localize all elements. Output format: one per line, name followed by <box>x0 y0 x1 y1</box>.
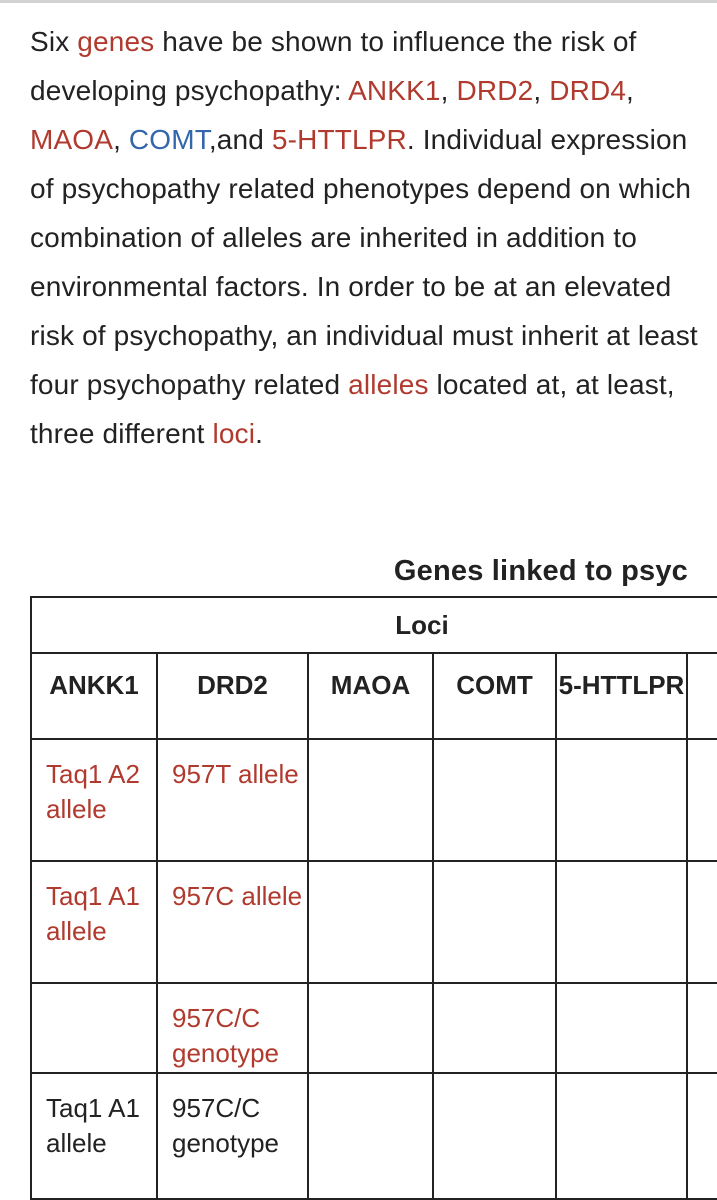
table-cell <box>433 861 556 983</box>
table-row <box>31 861 717 983</box>
table-cell <box>31 861 157 983</box>
table-cell <box>433 983 556 1073</box>
table-cell <box>687 739 717 861</box>
table-cell <box>157 739 308 861</box>
table-header-row <box>31 653 717 739</box>
loci-link[interactable]: loci <box>212 418 256 449</box>
drd4-link[interactable]: DRD4 <box>549 75 627 106</box>
genes-table <box>30 596 717 1200</box>
table-cell <box>157 861 308 983</box>
table-cell <box>31 739 157 861</box>
paragraph-separator: , <box>533 75 550 106</box>
loci-header-label: Loci <box>395 610 449 640</box>
column-header-5-httlpr: 5-HTTLPR <box>556 653 687 739</box>
allele-link[interactable]: Taq1 A1 allele <box>46 881 140 946</box>
table-cell <box>433 739 556 861</box>
paragraph-separator: , <box>440 75 457 106</box>
genes-link[interactable]: genes <box>77 26 155 57</box>
top-divider <box>0 0 717 3</box>
paragraph-text: located at, at least, three different <box>30 369 675 449</box>
table-cell <box>31 983 157 1073</box>
paragraph-text: Six <box>30 26 78 57</box>
column-header-maoa: MAOA <box>308 653 433 739</box>
table-cell <box>556 861 687 983</box>
table-cell <box>308 861 433 983</box>
5-httlpr-link[interactable]: 5-HTTLPR <box>271 124 407 155</box>
table-cell <box>308 739 433 861</box>
table-cell <box>687 861 717 983</box>
ankk1-link[interactable]: ANKK1 <box>348 75 441 106</box>
table-caption: Genes linked to psyc <box>393 555 688 587</box>
paragraph-text: . <box>255 418 264 449</box>
table-cell <box>433 1073 556 1199</box>
table-cell <box>157 983 308 1073</box>
table-row <box>31 983 717 1073</box>
loci-group-header <box>31 597 717 653</box>
table-cell <box>556 983 687 1073</box>
table-cell <box>556 739 687 861</box>
table-cell <box>308 1073 433 1199</box>
column-header-hidden <box>687 653 717 739</box>
allele-link[interactable]: 957T allele <box>172 759 299 789</box>
table-cell: 957C/C genotype <box>157 1073 308 1199</box>
table-cell: Taq1 A1 allele <box>31 1073 157 1199</box>
paragraph-text: . Individual expression of psychopathy related phenotypes depend on which combination of alleles are inherited in addition to environmental factors. In order to be at an elevated risk of psychopathy, an individual must inherit at least four psychopathy related <box>30 124 698 400</box>
column-header-drd2: DRD2 <box>157 653 308 739</box>
genes-table-scroll-container[interactable] <box>30 596 717 1200</box>
table-row <box>31 1073 717 1199</box>
paragraph-separator: , <box>113 124 129 155</box>
maoa-link[interactable]: MAOA <box>30 124 114 155</box>
table-cell <box>308 983 433 1073</box>
table-cell <box>687 983 717 1073</box>
drd2-link[interactable]: DRD2 <box>456 75 534 106</box>
paragraph-separator: , <box>626 75 634 106</box>
column-header-ankk1: ANKK1 <box>31 653 157 739</box>
column-header-comt: COMT <box>433 653 556 739</box>
alleles-link[interactable]: alleles <box>348 369 429 400</box>
intro-paragraph <box>30 17 702 458</box>
paragraph-text: ,and <box>208 124 272 155</box>
paragraph-text: have be shown to influence the risk of developing psychopathy: <box>30 26 637 106</box>
genotype-link[interactable]: 957C/C genotype <box>172 1003 279 1068</box>
table-row <box>31 739 717 861</box>
table-cell <box>556 1073 687 1199</box>
allele-link[interactable]: Taq1 A2 allele <box>46 759 140 824</box>
comt-link[interactable]: COMT <box>128 124 209 155</box>
table-cell <box>687 1073 717 1199</box>
allele-link[interactable]: 957C allele <box>172 881 303 911</box>
table-group-header-row <box>31 597 717 653</box>
